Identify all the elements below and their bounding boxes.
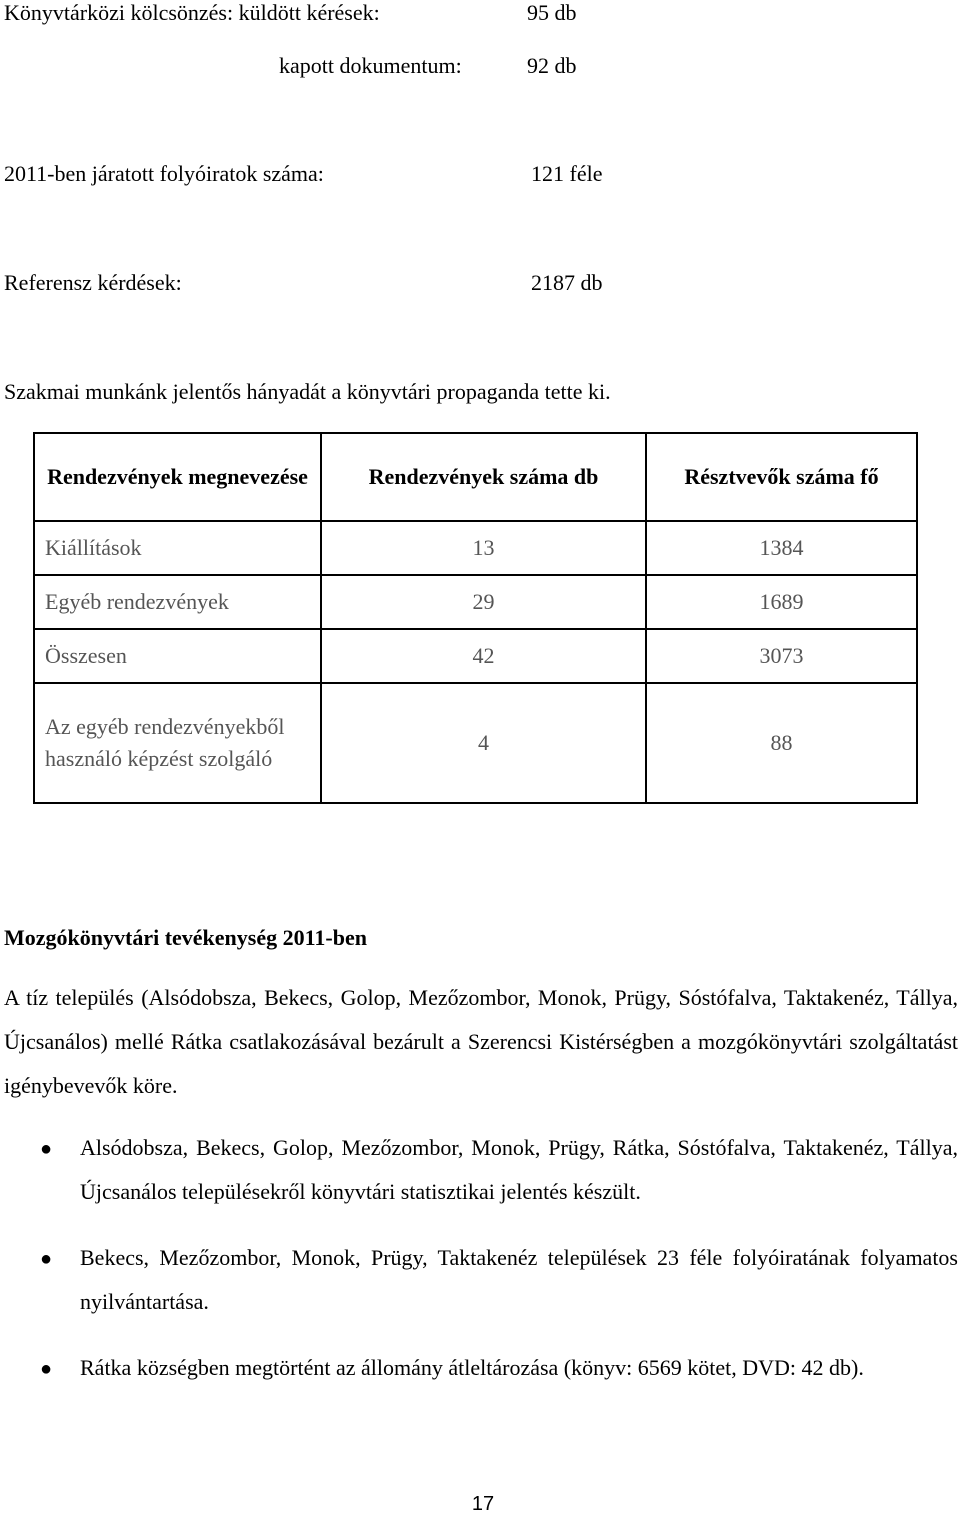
events-table-header-row (34, 433, 917, 521)
bullet-list (0, 1126, 958, 1412)
row-participants: 1384 (646, 521, 917, 575)
table-row (34, 521, 917, 575)
row-name: Összesen (34, 629, 321, 683)
intro-sentence: Szakmai munkánk jelentős hányadát a könyvtári propaganda tette ki. (4, 379, 611, 404)
stat-value-interlibrary-sent: 95 db (527, 0, 577, 25)
stat-value-reference-questions: 2187 db (531, 270, 603, 295)
row-count: 42 (321, 629, 646, 683)
section-title: Mozgókönyvtári tevékenység 2011-ben (4, 925, 367, 950)
bullet-icon: ● (40, 1138, 53, 1160)
stat-label-interlibrary-sent: Könyvtárközi kölcsönzés: küldött kérések: (4, 0, 380, 25)
header-event-name: Rendezvények megnevezése (34, 433, 321, 521)
list-item (0, 1126, 958, 1214)
table-row (34, 683, 917, 803)
row-participants: 3073 (646, 629, 917, 683)
section-paragraph: A tíz település (Alsódobsza, Bekecs, Golop, Mezőzombor, Monok, Prügy, Sóstófalva, Taktakenéz, Tállya, Újcsanálos) mellé Rátka csatlakozásával bezárult a Szerencsi Kistérségben a mozgókönyvtári szolgáltatást igénybevevők köre. (4, 985, 958, 1098)
row-name: Egyéb rendezvények (34, 575, 321, 629)
list-item (0, 1236, 958, 1324)
table-row (34, 575, 917, 629)
stat-label-received-documents: kapott dokumentum: (279, 53, 462, 78)
stat-label-reference-questions: Referensz kérdések: (4, 270, 182, 295)
row-name: Kiállítások (34, 521, 321, 575)
table-row (34, 629, 917, 683)
bullet-icon: ● (40, 1248, 53, 1270)
row-participants: 88 (646, 683, 917, 803)
row-count: 29 (321, 575, 646, 629)
page-number: 17 (471, 1493, 495, 1515)
header-participants: Résztvevők száma fő (646, 433, 917, 521)
stat-label-periodicals: 2011-ben járatott folyóiratok száma: (4, 161, 324, 186)
row-participants: 1689 (646, 575, 917, 629)
list-item-text: Rátka községben megtörtént az állomány átleltározása (könyv: 6569 kötet, DVD: 42 db). (80, 1355, 864, 1380)
stat-value-received-documents: 92 db (527, 53, 577, 78)
header-event-count: Rendezvények száma db (321, 433, 646, 521)
list-item-text: Bekecs, Mezőzombor, Monok, Prügy, Taktakenéz települések 23 féle folyóiratának folyamatos nyilvántartása. (80, 1245, 958, 1314)
row-count: 4 (321, 683, 646, 803)
stat-value-periodicals: 121 féle (531, 161, 603, 186)
row-count: 13 (321, 521, 646, 575)
list-item-text: Alsódobsza, Bekecs, Golop, Mezőzombor, Monok, Prügy, Rátka, Sóstófalva, Taktakenéz, Tállya, Újcsanálos településekről könyvtári statisztikai jelentés készült. (80, 1135, 958, 1204)
bullet-icon: ● (40, 1358, 53, 1380)
row-name: Az egyéb rendezvényekből használó képzést szolgáló (34, 683, 321, 803)
events-table (33, 432, 918, 804)
list-item (0, 1346, 958, 1390)
